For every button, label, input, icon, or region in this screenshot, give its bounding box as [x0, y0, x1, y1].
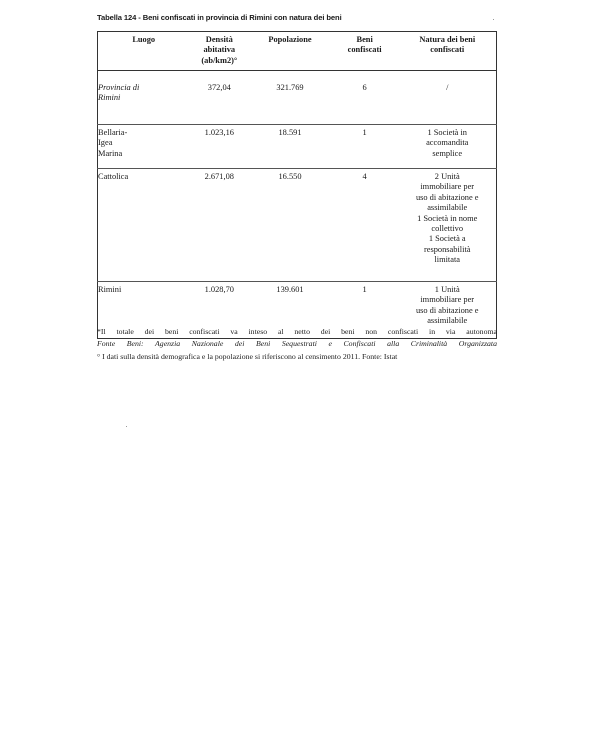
header-luogo: Luogo — [98, 32, 190, 71]
header-beni — [331, 32, 399, 71]
confiscated-assets-table — [97, 31, 497, 339]
header-popolazione: Popolazione — [249, 32, 331, 71]
cell-densita: 1.023,16 — [189, 125, 249, 169]
cell-beni: 6 — [331, 71, 399, 125]
table-row-provincia — [98, 71, 497, 125]
natura-line: assimilabile — [427, 203, 468, 213]
natura-line: 1 Unità — [434, 285, 460, 294]
cell-densita: 1.028,70 — [204, 285, 234, 294]
luogo-line: Cattolica — [98, 172, 129, 181]
cell-densita: 372,04 — [189, 71, 249, 125]
luogo-line: Rimini — [98, 285, 122, 294]
cell-natura: / — [398, 71, 496, 125]
cell-luogo — [98, 125, 190, 169]
header-densita — [189, 32, 249, 71]
scan-speck — [126, 426, 127, 427]
table-caption: Tabella 124 - Beni confiscati in provincia di Rimini con natura dei beni — [97, 13, 342, 22]
natura-line: uso di abitazione e — [415, 192, 479, 202]
cell-popolazione: 139.601 — [276, 285, 304, 294]
natura-line: 1 Società in nome — [417, 213, 478, 223]
natura-line: 2 Unità — [434, 172, 460, 181]
natura-line: uso di abitazione e — [415, 305, 479, 315]
cell-popolazione: 321.769 — [249, 71, 331, 125]
luogo-line: Provincia di — [98, 83, 140, 92]
natura-line: semplice — [432, 148, 463, 158]
cell-luogo — [98, 169, 190, 282]
header-natura-line: confiscati — [430, 45, 465, 55]
note-census: ° I dati sulla densità demografica e la popolazione si riferiscono al censimento 2011. Fonte: Istat — [97, 351, 398, 361]
cell-densita: 2.671,08 — [189, 169, 249, 282]
natura-line: 1 Società in — [427, 128, 467, 137]
cell-natura — [398, 169, 496, 282]
luogo-line: Marina — [98, 148, 123, 158]
cell-popolazione: 16.550 — [249, 169, 331, 282]
table-notes — [97, 326, 497, 363]
header-natura-line: Natura dei beni — [419, 35, 476, 44]
luogo-line: Igea — [98, 138, 113, 148]
natura-line: limitata — [434, 255, 461, 265]
table-row — [98, 169, 497, 282]
header-beni-line: Beni — [356, 35, 373, 44]
natura-line: immobiliare per — [420, 295, 475, 305]
header-densita-line: Densità — [205, 35, 233, 44]
cell-natura — [398, 125, 496, 169]
header-densita-line: abitativa — [203, 45, 236, 55]
scan-speck — [493, 19, 494, 20]
cell-luogo — [98, 71, 190, 125]
natura-line: responsabilità — [423, 244, 471, 254]
natura-line: immobiliare per — [420, 182, 475, 192]
cell-beni: 1 — [331, 125, 399, 169]
header-beni-line: confiscati — [347, 45, 382, 55]
note-total: *Il totale dei beni confiscati va inteso al netto dei beni non confiscati in via autonoma — [97, 327, 497, 336]
natura-line: 1 Società a — [428, 234, 466, 244]
luogo-line: Bellaria- — [98, 128, 128, 137]
luogo-line: Rimini — [98, 93, 121, 103]
table-row — [98, 125, 497, 169]
cell-beni: 4 — [331, 169, 399, 282]
natura-line: assimilabile — [427, 316, 468, 326]
header-densita-line: (ab/km2)° — [201, 55, 238, 65]
natura-line: accomandita — [426, 138, 469, 148]
note-source: Fonte Beni: Agenzia Nazionale dei Beni Sequestrati e Confiscati alla Criminalità Organizzata — [97, 339, 497, 349]
natura-line: collettivo — [431, 224, 464, 234]
table-header-row — [98, 32, 497, 71]
header-natura — [398, 32, 496, 71]
cell-beni: 1 — [362, 285, 367, 294]
cell-popolazione: 18.591 — [249, 125, 331, 169]
